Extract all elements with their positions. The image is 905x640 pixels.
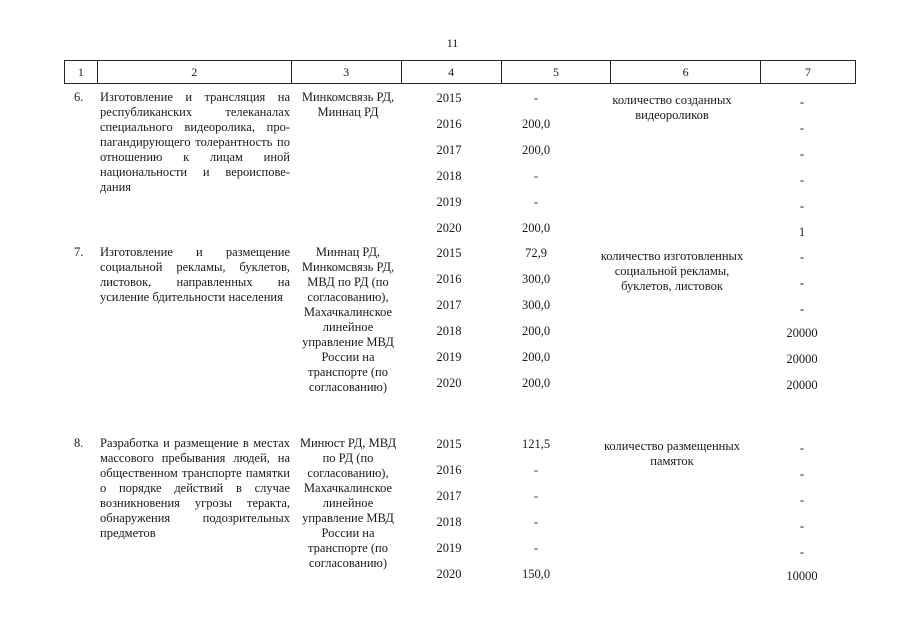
measure-name: Изготовление и размещение социальной рекламы, буклетов, листовок, направленных на усиление бдительности населения — [100, 245, 290, 304]
value-cell: - — [799, 121, 805, 135]
executors: Миннац РД, Минкомсвязь РД, МВД по РД (по согласованию), Махачкалинское линейное управление МВД России на транспорте (по согласованию) — [301, 245, 395, 394]
amount-cell: 200,0 — [521, 324, 551, 338]
year-cell: 2019 — [436, 195, 462, 209]
indicator: количество созданных видеороликов — [612, 93, 732, 122]
year-cell: 2017 — [436, 489, 462, 503]
year-cell: 2018 — [436, 515, 462, 529]
page-number: 11 — [446, 36, 459, 50]
value-cell: - — [799, 493, 805, 507]
value-cell: - — [799, 95, 805, 109]
year-cell: 2016 — [436, 463, 462, 477]
value-cell: - — [799, 199, 805, 213]
amount-cell: - — [533, 195, 539, 209]
row-number: 7. — [74, 245, 84, 259]
amount-cell: 200,0 — [521, 376, 551, 390]
amount-cell: 300,0 — [521, 272, 551, 286]
header-col-4: 4 — [401, 61, 501, 84]
header-col-7: 7 — [760, 61, 855, 84]
amount-cell: 300,0 — [521, 298, 551, 312]
value-cell: 10000 — [786, 569, 818, 583]
amount-cell: - — [533, 541, 539, 555]
year-cell: 2017 — [436, 298, 462, 312]
header-col-1: 1 — [65, 61, 98, 84]
row-number: 8. — [74, 436, 84, 450]
executors: Минюст РД, МВД по РД (по согласованию), Махачкалинское линейное управление МВД России на транспорте (по согласованию) — [299, 436, 397, 570]
value-cell: 1 — [798, 225, 806, 239]
year-cell: 2016 — [436, 117, 462, 131]
value-cell: - — [799, 519, 805, 533]
header-col-5: 5 — [501, 61, 611, 84]
indicator: количество изготовленных социальной рекламы, буклетов, листовок — [600, 249, 744, 293]
year-cell: 2020 — [436, 567, 462, 581]
year-cell: 2020 — [436, 221, 462, 235]
amount-cell: 150,0 — [521, 567, 551, 581]
value-cell: - — [799, 441, 805, 455]
indicator: количество размещенных памяток — [603, 439, 741, 468]
year-cell: 2018 — [436, 169, 462, 183]
year-cell: 2015 — [436, 437, 462, 451]
amount-cell: 121,5 — [521, 437, 551, 451]
row-number: 6. — [74, 90, 84, 104]
amount-cell: 200,0 — [521, 143, 551, 157]
amount-cell: 200,0 — [521, 221, 551, 235]
year-cell: 2015 — [436, 91, 462, 105]
year-cell: 2016 — [436, 272, 462, 286]
measure-name: Разработка и размещение в местах массового пребывания людей, на общественном транспорте памятки о порядке действий в случае возникновения угрозы теракта, обнаружения подозрительных предметов — [100, 436, 290, 540]
amount-cell: - — [533, 489, 539, 503]
amount-cell: - — [533, 463, 539, 477]
value-cell: - — [799, 545, 805, 559]
header-col-6: 6 — [611, 61, 760, 84]
value-cell: - — [799, 147, 805, 161]
value-cell: - — [799, 276, 805, 290]
year-cell: 2017 — [436, 143, 462, 157]
year-cell: 2015 — [436, 246, 462, 260]
value-cell: - — [799, 467, 805, 481]
amount-cell: 200,0 — [521, 117, 551, 131]
amount-cell: - — [533, 91, 539, 105]
year-cell: 2020 — [436, 376, 462, 390]
header-col-3: 3 — [291, 61, 401, 84]
value-cell: - — [799, 250, 805, 264]
value-cell: - — [799, 302, 805, 316]
amount-cell: - — [533, 169, 539, 183]
value-cell: 20000 — [786, 326, 818, 340]
measure-name: Изготовление и трансляция на республиканских телеканалах специального видеоролика, пропагандирующего толерантность по отношению к лицам иной национальности и вероисповедания — [100, 90, 290, 194]
year-cell: 2019 — [436, 541, 462, 555]
header-col-2: 2 — [97, 61, 291, 84]
year-cell: 2019 — [436, 350, 462, 364]
year-cell: 2018 — [436, 324, 462, 338]
value-cell: 20000 — [786, 378, 818, 392]
value-cell: - — [799, 173, 805, 187]
amount-cell: 200,0 — [521, 350, 551, 364]
value-cell: 20000 — [786, 352, 818, 366]
amount-cell: - — [533, 515, 539, 529]
amount-cell: 72,9 — [525, 246, 547, 260]
executors: Минкомсвязь РД, Миннац РД — [301, 90, 395, 119]
